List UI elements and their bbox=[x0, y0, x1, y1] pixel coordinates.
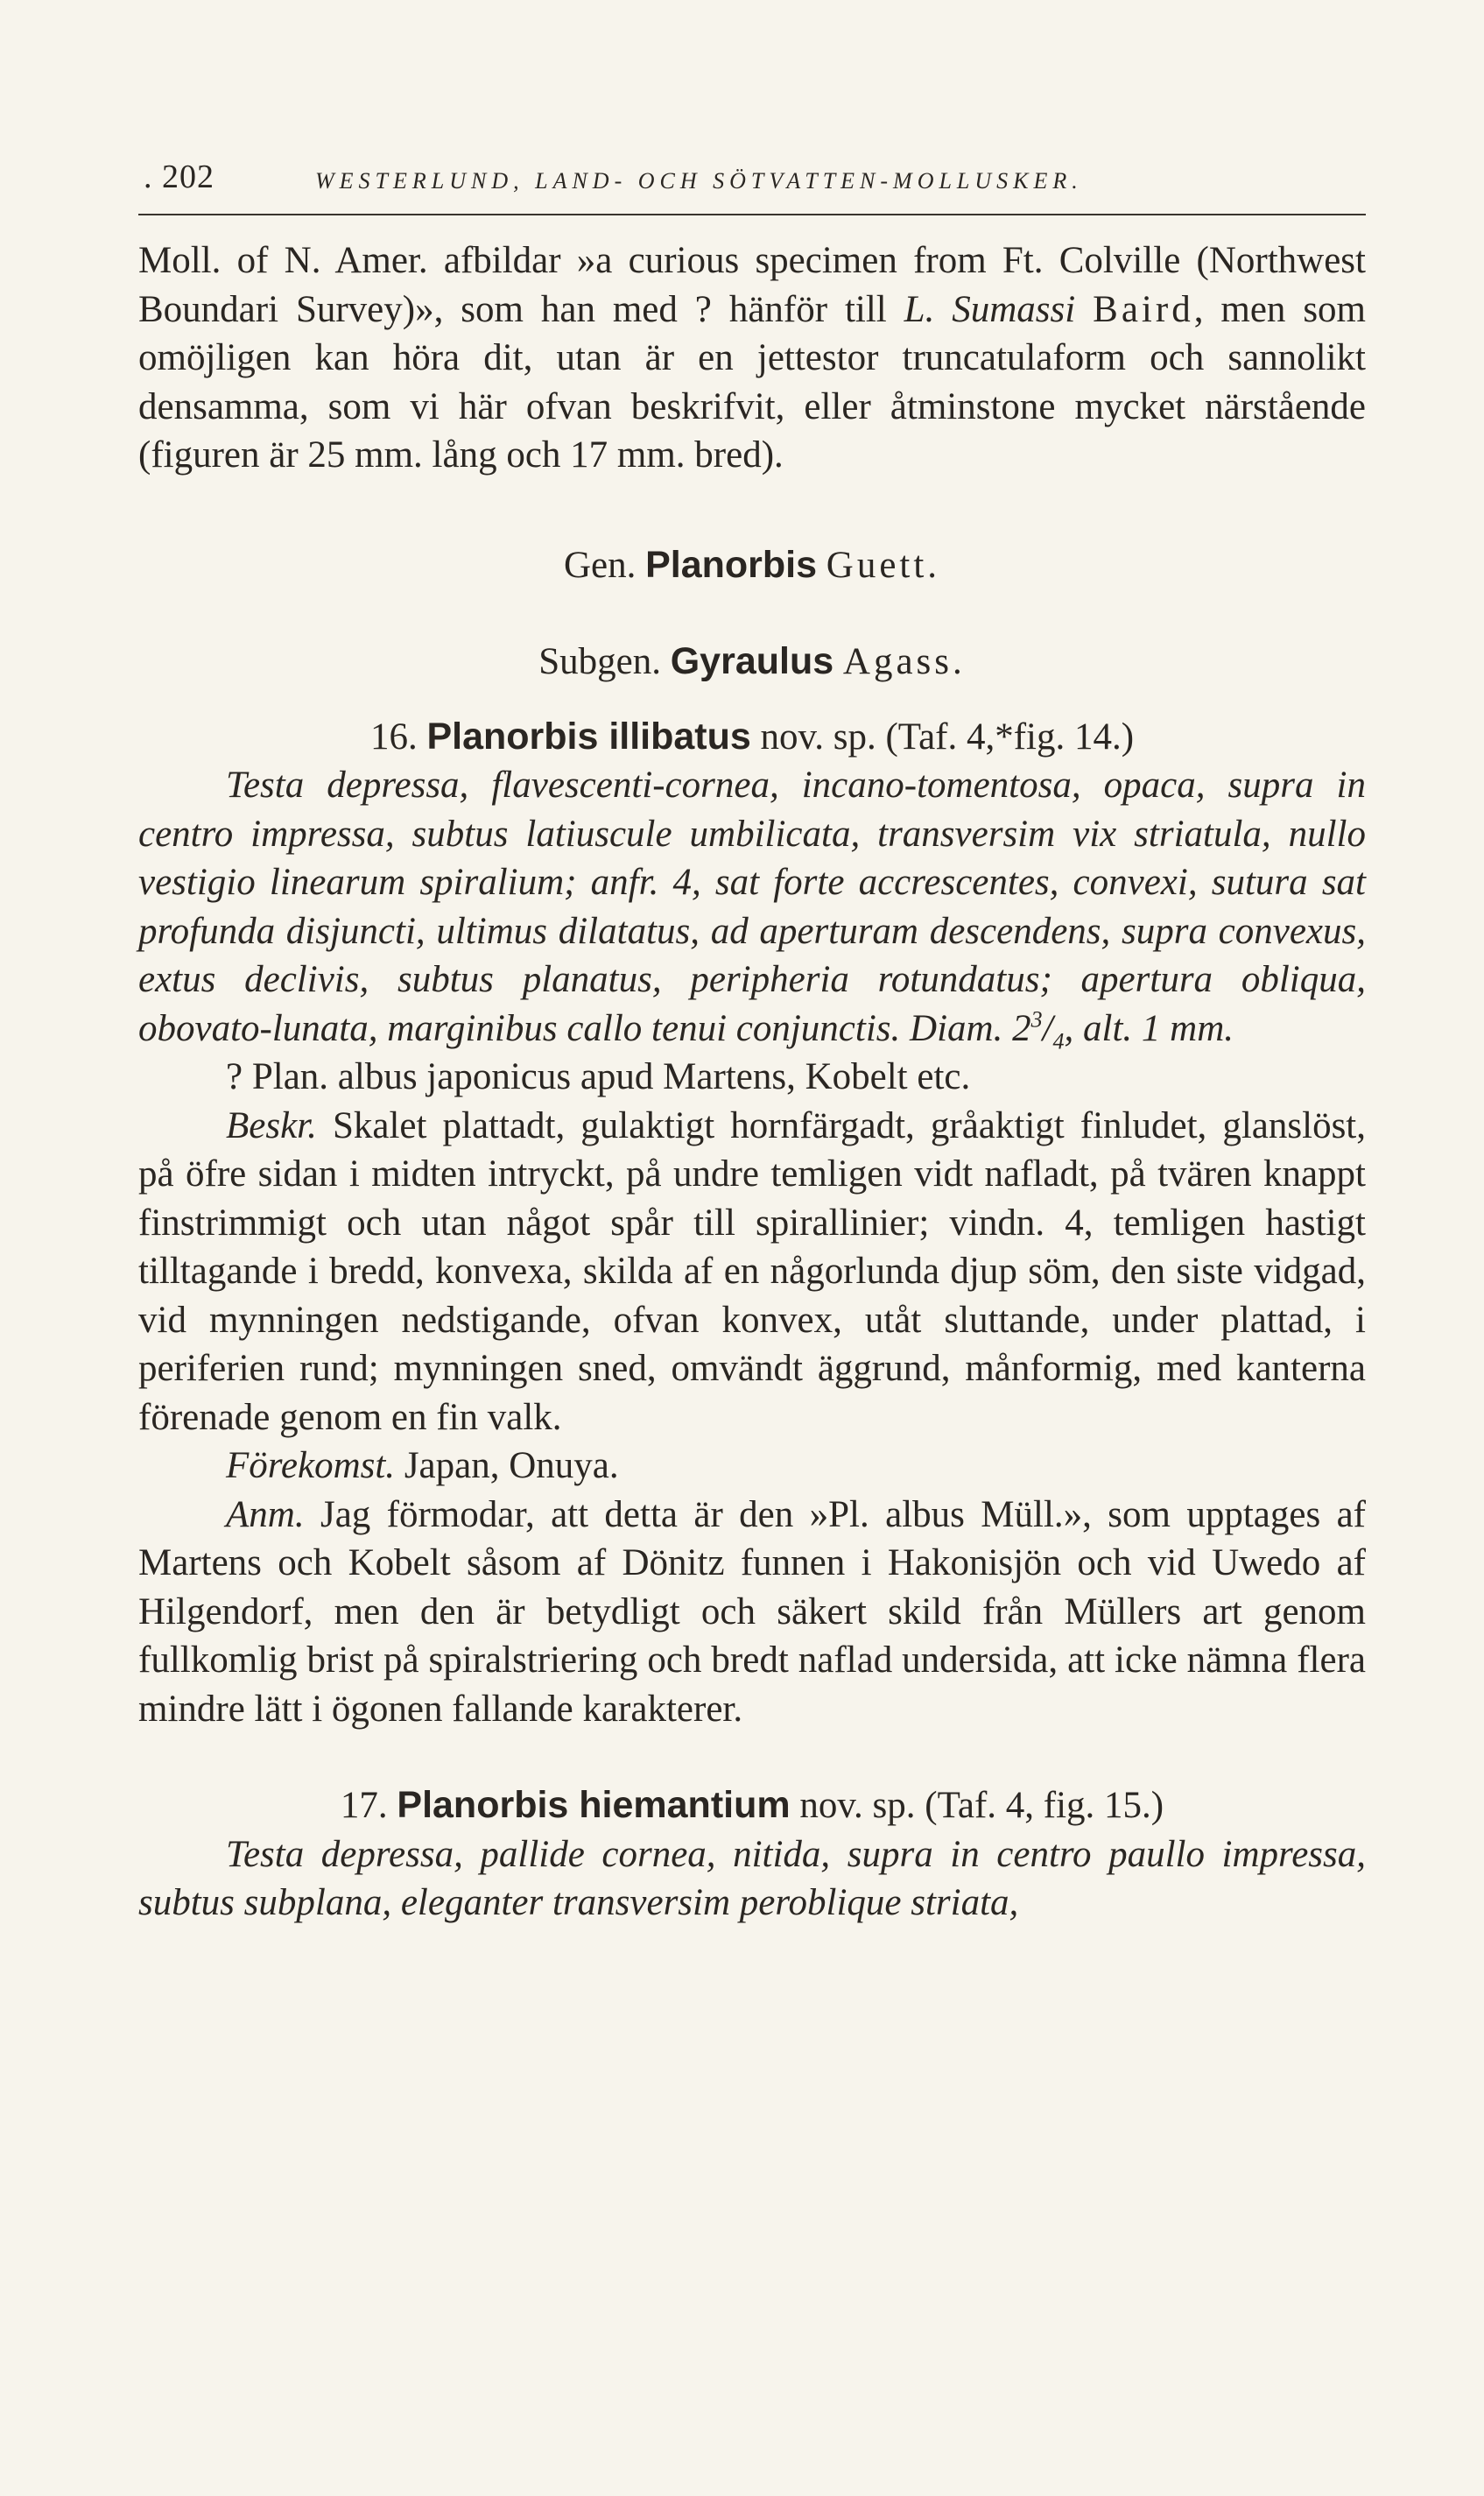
subgenus-heading bbox=[138, 638, 1366, 687]
diam-superscript: 3 bbox=[1030, 1006, 1043, 1033]
genus-prefix: Gen. bbox=[563, 544, 637, 586]
page-number: . 202 bbox=[144, 159, 215, 195]
species-17-number: 17. bbox=[340, 1785, 388, 1826]
running-title: WESTERLUND, LAND- OCH SÖTVATTEN-MOLLUSKER. bbox=[315, 168, 1083, 194]
beskr-text: Skalet plattadt, gulaktigt hornfärgadt, gråaktigt finludet, glanslöst, på öfre sidan i midten intryckt, på undre temligen vidt nafladt, på tvären knappt finstrimmigt och utan något spår till spirallinier; vindn. 4, temligen hastigt tilltagande i bredd, konvexa, skilda af en någorlunda djup söm, den siste vidgad, vid mynningen nedstigande, ofvan konvex, utåt sluttande, under plattad, i periferien rund; mynningen sned, omvändt äggrund, månformig, med kanterna förenade genom en fin valk. bbox=[138, 1104, 1367, 1438]
species-17-suffix: nov. sp. (Taf. 4, fig. 15.) bbox=[799, 1785, 1164, 1826]
spacer bbox=[138, 589, 1366, 638]
subgenus-prefix: Subgen. bbox=[538, 641, 661, 682]
species-16-description bbox=[138, 1102, 1366, 1442]
forekomst-label: Förekomst. bbox=[226, 1445, 396, 1486]
species-16-suffix: nov. sp. (Taf. 4,*fig. 14.) bbox=[760, 716, 1135, 758]
taxon-name: L. Sumassi bbox=[904, 288, 1076, 330]
species-16-diagnosis: Testa depressa, flavescenti-cornea, incano-tomentosa, opaca, supra in centro impressa, subtus latiuscule umbilicata, transversim vix striatula, nullo vestigio linearum spiralium; anfr. 4, sat forte accrescentes, convexi, sutura sat profunda disjuncti, ultimus dilatatus, ad aperturam descendens, supra convexus, extus declivis, subtus planatus, peripheria rotundatus; apertura obliqua, obovato-lunata, marginibus callo tenui conjunctis. Diam. $2^3/_4$, alt. 1 mm. bbox=[138, 765, 1366, 1054]
species-16-remark bbox=[138, 1491, 1366, 1734]
anm-text: Jag förmodar, att detta är den »Pl. albus Müll.», som upptages af Martens och Kobelt såsom af Dönitz funnen i Hakonisjön och vid Uwedo af Hilgendorf, men den är betydligt och säkert skild från Müllers art genom fullkomlig brist på spiralstriering och bredt naflad undersida, att icke nämna flera mindre lätt i ögonen fallande karakterer. bbox=[138, 1493, 1366, 1730]
species-16-heading bbox=[138, 713, 1366, 762]
spacer bbox=[138, 687, 1366, 713]
species-17-heading bbox=[138, 1781, 1366, 1830]
subgenus-author: Agass. bbox=[842, 641, 966, 682]
intro-text-b: , men som omöjligen kan höra dit, utan är en jettestor truncatulaform och sannolikt densamma, som vi här ofvan beskrifvit, eller åtminstone mycket närstående (figuren är 25 mm. lång och 17 mm. bred). bbox=[138, 288, 1367, 476]
species-16-name: Planorbis illibatus bbox=[426, 715, 751, 758]
anm-label: Anm. bbox=[226, 1493, 305, 1535]
genus-name: Planorbis bbox=[645, 543, 818, 586]
species-17-name: Planorbis hiemantium bbox=[397, 1784, 791, 1826]
taxon-author: Baird bbox=[1093, 288, 1194, 330]
beskr-label: Beskr. bbox=[226, 1104, 317, 1146]
spacer bbox=[138, 1733, 1366, 1781]
subgenus-name: Gyraulus bbox=[670, 640, 834, 682]
species-16-number: 16. bbox=[369, 716, 418, 758]
diagnosis-text-b: , alt. 1 mm. bbox=[1064, 1007, 1234, 1049]
page-body bbox=[138, 236, 1366, 1928]
diam-subscript: 4 bbox=[1052, 1028, 1065, 1054]
intro-text-a: Moll. of N. Amer. afbildar »a curious specimen from Ft. Colville (Northwest Boundari Survey)», som han med ? hänför till bbox=[138, 240, 1366, 330]
diagnosis-text-a: Testa depressa, flavescenti-cornea, incano-tomentosa, opaca, supra in centro impressa, subtus latiuscule umbilicata, transversim vix striatula, nullo vestigio linearum spiralium; anfr. 4, sat forte accrescentes, convexi, sutura sat profunda disjuncti, ultimus dilatatus, ad aperturam descendens, supra convexus, extus declivis, subtus planatus, peripheria rotundatus; apertura obliqua, obovato-lunata, marginibus callo tenui conjunctis. Diam. 2 bbox=[138, 765, 1366, 1049]
species-17-diagnosis: Testa depressa, pallide cornea, nitida, supra in centro paullo impressa, subtus subplana, eleganter transversim peroblique striata, bbox=[138, 1833, 1366, 1923]
forekomst-text: Japan, Onuya. bbox=[404, 1445, 619, 1486]
species-16-occurrence bbox=[138, 1442, 1366, 1491]
species-16-synonym: ? Plan. albus japonicus apud Martens, Kobelt etc. bbox=[226, 1056, 971, 1097]
header-rule bbox=[138, 214, 1366, 215]
genus-heading bbox=[138, 541, 1366, 590]
spacer bbox=[138, 480, 1366, 541]
intro-paragraph bbox=[138, 236, 1366, 480]
page-header bbox=[138, 158, 1366, 210]
genus-author: Guett. bbox=[826, 544, 941, 586]
